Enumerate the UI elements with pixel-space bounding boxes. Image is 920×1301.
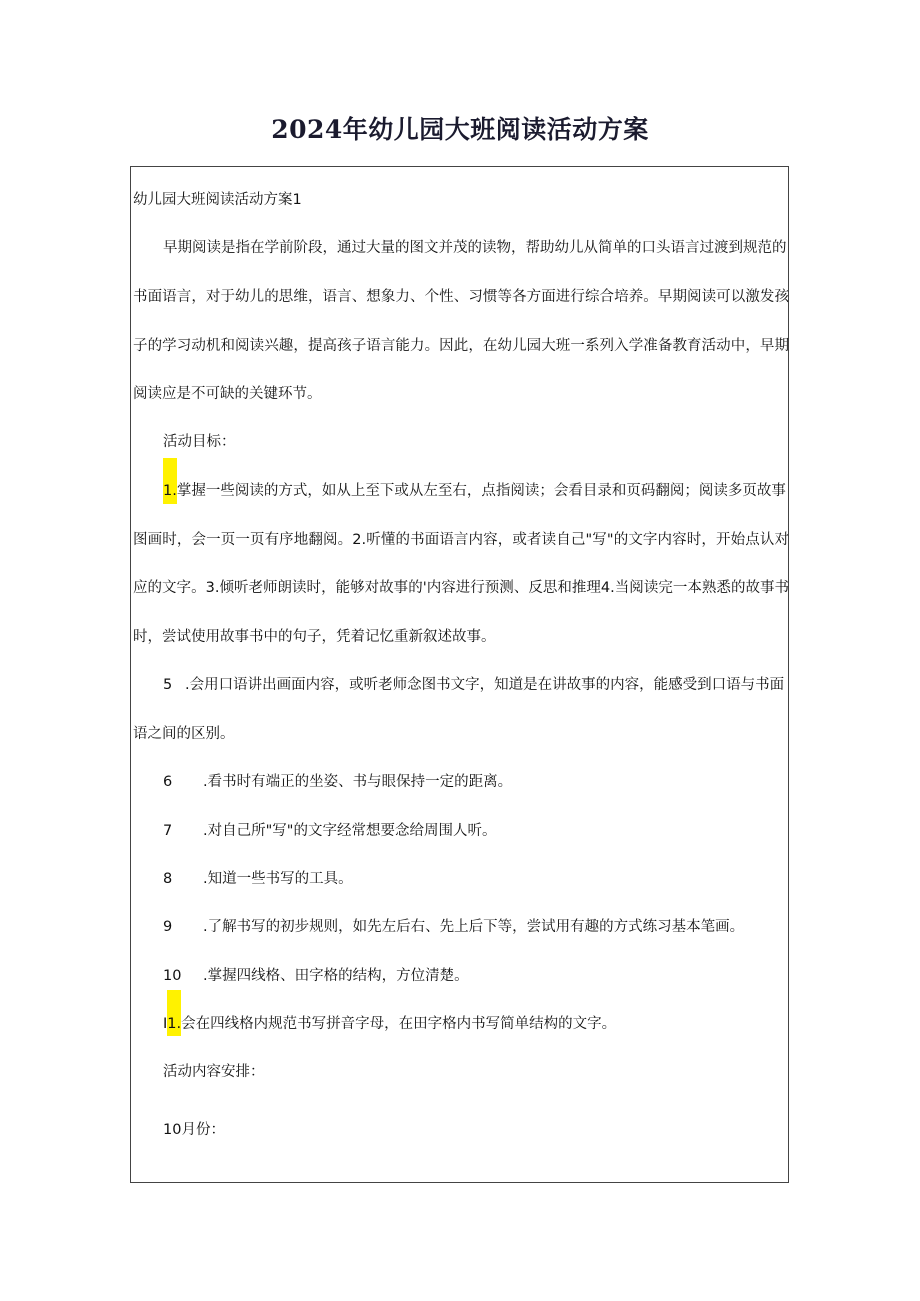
- goal-number: 9: [163, 919, 173, 935]
- intro-line-1: 早期阅读是指在学前阶段，通过大量的图文并茂的读物，帮助幼儿从简单的口头语言过渡到规范的: [163, 240, 787, 256]
- goal-text: .对自己所"写"的文字经常想要念给周围人听。: [203, 823, 497, 839]
- goal-10: [163, 966, 469, 986]
- goal-1-line-2: 图画时，会一页一页有序地翻阅。2.听懂的书面语言内容，或者读自己"写"的文字内容时，开始点认对: [133, 532, 789, 548]
- goal-number: 7: [163, 823, 173, 839]
- goal-number: 8: [163, 871, 173, 887]
- section-heading: 幼儿园大班阅读活动方案1: [133, 192, 302, 208]
- goal-5-line-1: [163, 675, 784, 695]
- goals-heading: 活动目标：: [163, 434, 236, 450]
- intro-line-3: 子的学习动机和阅读兴趣，提高孩子语言能力。因此，在幼儿园大班一系列入学准备教育活动中，早期: [133, 338, 789, 354]
- intro-line-4: 阅读应是不可缺的关键环节。: [133, 386, 322, 402]
- goal-5-line-2: 语之间的区别。: [133, 726, 235, 742]
- goal-5-text: .会用口语讲出画面内容，或听老师念图书文字，知道是在讲故事的内容，能感受到口语与书面: [185, 677, 785, 693]
- goal-11: I1.会在四线格内规范书写拼音字母，在田字格内书写简单结构的文字。: [163, 1016, 617, 1032]
- month-label: 10月份：: [163, 1122, 225, 1138]
- goal-text: .掌握四线格、田字格的结构，方位清楚。: [203, 968, 469, 984]
- goal-1-line-4: 时，尝试使用故事书中的句子，凭着记忆重新叙述故事。: [133, 629, 496, 645]
- goal-7: [163, 821, 496, 841]
- page-title: 2024年幼儿园大班阅读活动方案: [271, 115, 649, 144]
- goal-1-line-1: 1.掌握一些阅读的方式，如从上至下或从左至右，点指阅读；会看目录和页码翻阅；阅读多页故事: [163, 483, 786, 499]
- goal-number: 10: [163, 968, 182, 984]
- intro-line-2: 书面语言，对于幼儿的思维，语言、想象力、个性、习惯等各方面进行综合培养。早期阅读可以激发孩: [133, 289, 789, 305]
- goal-1-line-3: 应的文字。3.倾听老师朗读时，能够对故事的'内容进行预测、反思和推理4.当阅读完一本熟悉的故事书: [133, 580, 789, 596]
- goal-5-number: 5: [163, 677, 173, 693]
- goal-9: [163, 917, 744, 937]
- goal-8: [163, 869, 353, 889]
- goal-text: .了解书写的初步规则，如先左后右、先上后下等，尝试用有趣的方式练习基本笔画。: [203, 919, 745, 935]
- goal-6: [163, 772, 512, 792]
- goal-text: .知道一些书写的工具。: [203, 871, 353, 887]
- goal-number: 6: [163, 774, 173, 790]
- goal-text: .看书时有端正的坐姿、书与眼保持一定的距离。: [203, 774, 513, 790]
- schedule-heading: 活动内容安排：: [163, 1064, 265, 1080]
